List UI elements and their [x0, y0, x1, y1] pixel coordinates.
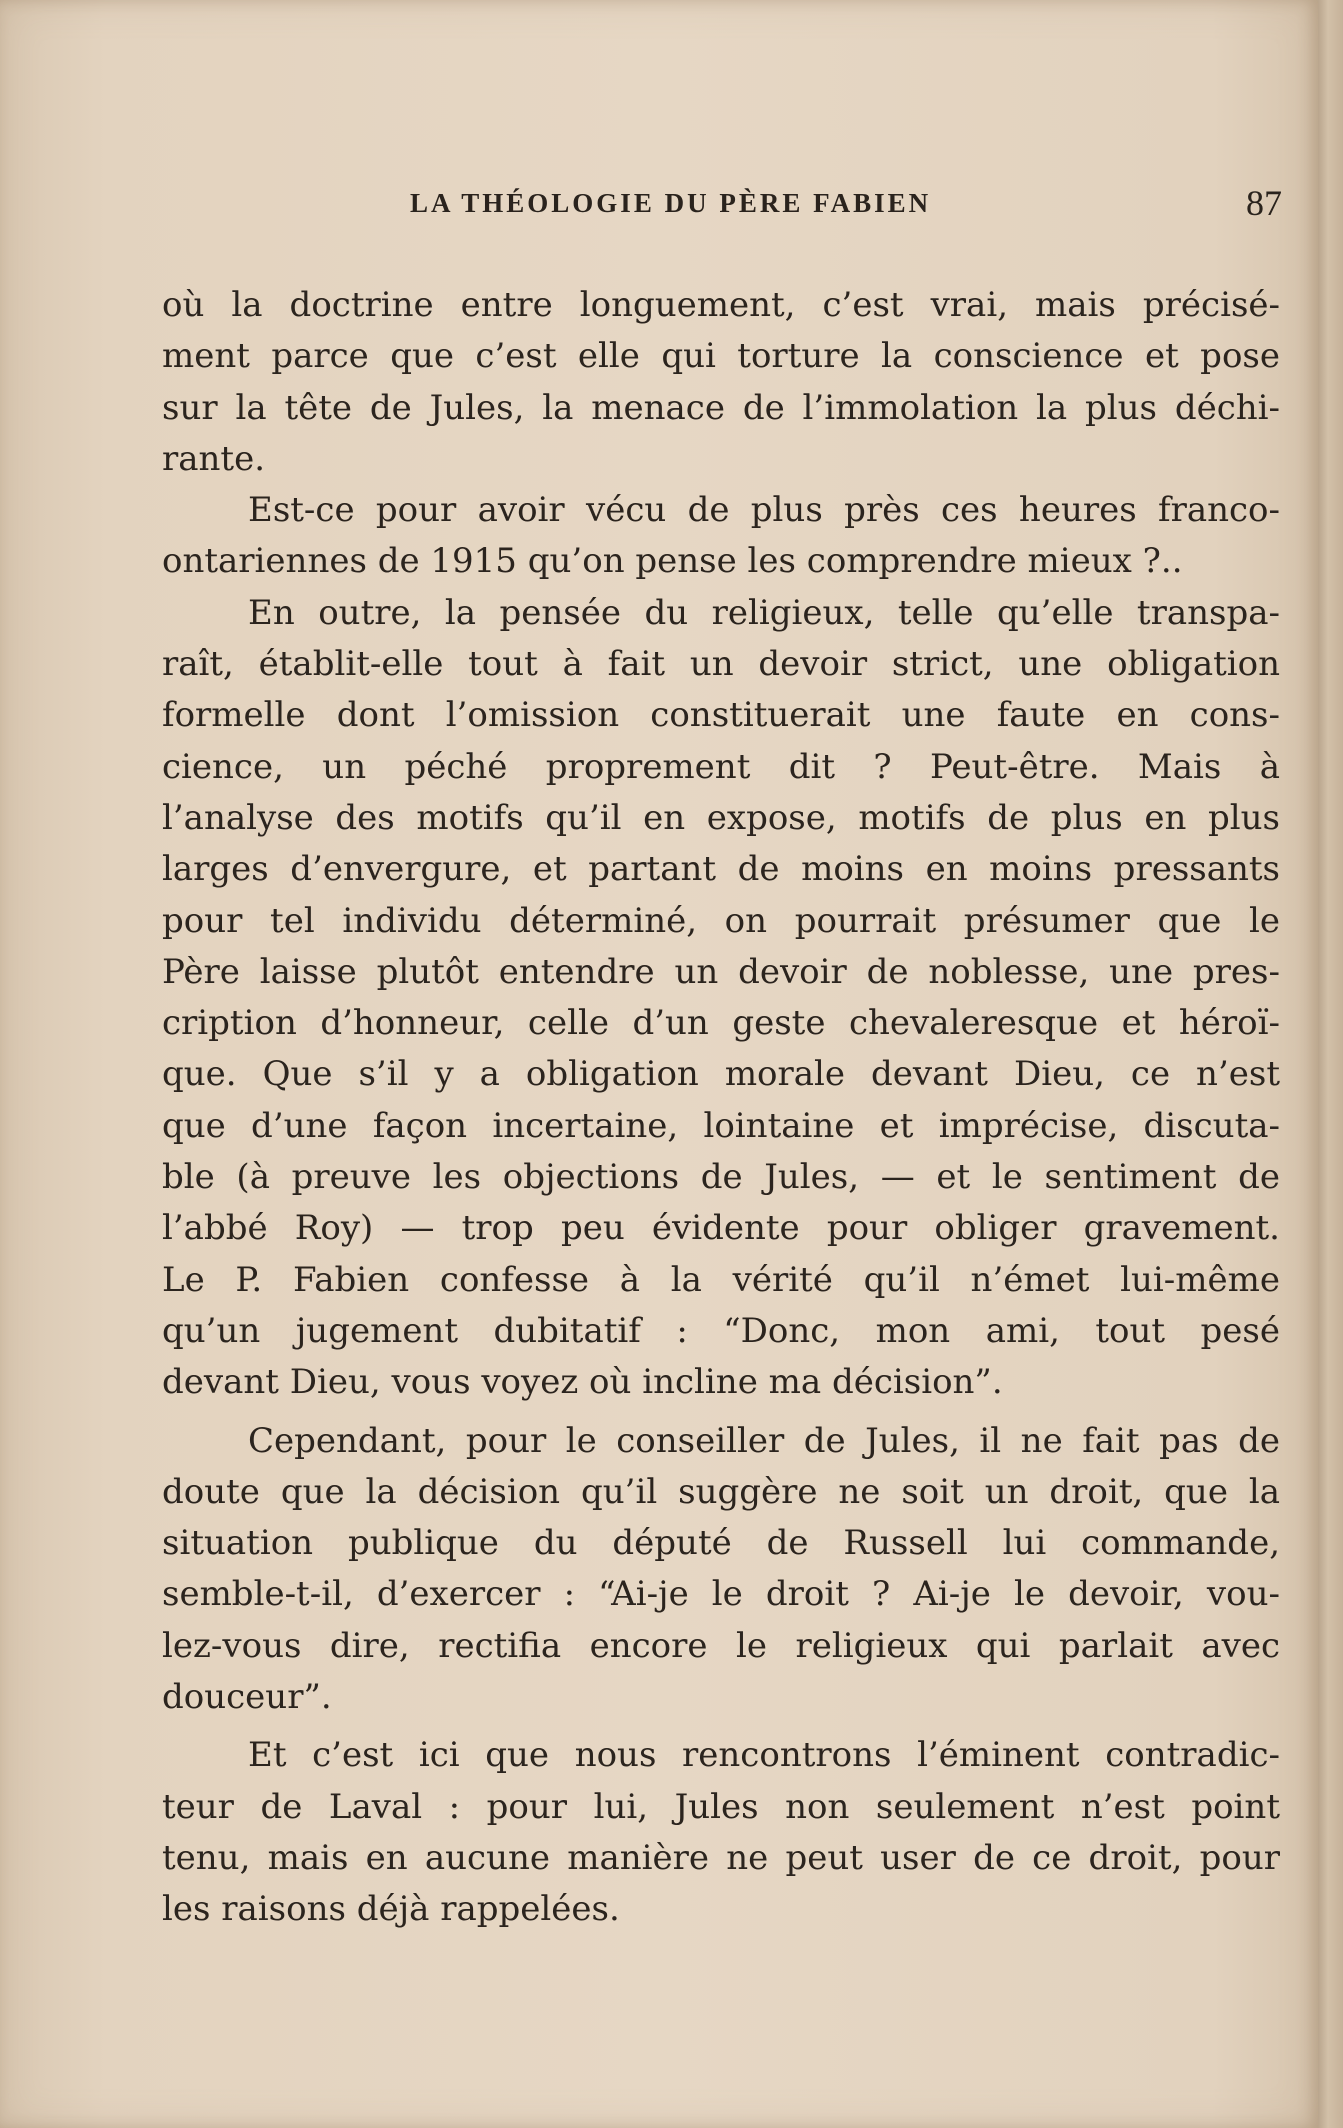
text-line: cription d’honneur, celle d’un geste chevaleresque et héroï-: [162, 1003, 1280, 1044]
running-title: LA THÉOLOGIE DU PÈRE FABIEN: [410, 188, 932, 218]
text-line: où la doctrine entre longuement, c’est vrai, mais précisé-: [162, 285, 1280, 325]
text-line: ble (à preuve les objections de Jules, — et le sentiment de: [162, 1157, 1280, 1198]
text-line: que. Que s’il y a obligation morale devant Dieu, ce n’est: [162, 1054, 1280, 1095]
text-line: l’analyse des motifs qu’il en expose, motifs de plus en plus: [162, 797, 1280, 838]
text-line: situation publique du député de Russell lui commande,: [162, 1523, 1280, 1564]
text-line: Cependant, pour le conseiller de Jules, il ne fait pas de: [248, 1420, 1280, 1461]
paragraph-gap: [162, 1409, 1280, 1416]
text-line: les raisons déjà rappelées.: [162, 1889, 620, 1930]
text-line: raît, établit-elle tout à fait un devoir strict, une obligation: [162, 644, 1280, 685]
body-text: [162, 280, 1280, 1936]
text-line: teur de Laval : pour lui, Jules non seulement n’est point: [162, 1786, 1280, 1827]
text-line: Et c’est ici que nous rencontrons l’éminent contradic-: [248, 1735, 1280, 1776]
text-line: devant Dieu, vous voyez où incline ma décision”.: [162, 1362, 1003, 1403]
text-line: larges d’envergure, et partant de moins en moins pressants: [162, 849, 1280, 890]
text-line: ment parce que c’est elle qui torture la conscience et pose: [162, 336, 1280, 377]
text-line: lez-vous dire, rectifia encore le religieux qui parlait avec: [162, 1625, 1280, 1666]
text-line: l’abbé Roy) — trop peu évidente pour obliger gravement.: [162, 1208, 1280, 1249]
text-line: cience, un péché proprement dit ? Peut-être. Mais à: [162, 746, 1280, 787]
text-line: Le P. Fabien confesse à la vérité qu’il n’émet lui-même: [162, 1259, 1280, 1300]
text-line: qu’un jugement dubitatif : “Donc, mon ami, tout pesé: [162, 1310, 1280, 1351]
text-line: rante.: [162, 438, 266, 479]
paragraph-gap: [162, 1723, 1280, 1730]
page-header: [162, 182, 1282, 232]
text-line: pour tel individu déterminé, on pourrait présumer que le: [162, 900, 1280, 941]
text-line: tenu, mais en aucune manière ne peut user de ce droit, pour: [162, 1837, 1280, 1878]
text-line: formelle dont l’omission constituerait une faute en cons-: [162, 695, 1280, 736]
text-line: Est-ce pour avoir vécu de plus près ces heures franco-: [248, 490, 1280, 531]
text-line: douceur”.: [162, 1677, 332, 1718]
text-line: Père laisse plutôt entendre un devoir de noblesse, une pres-: [162, 951, 1280, 992]
page-number: 87: [1246, 183, 1282, 223]
page-edge: [1318, 0, 1343, 2128]
text-line: En outre, la pensée du religieux, telle qu’elle transpa-: [248, 592, 1280, 633]
text-line: doute que la décision qu’il suggère ne soit un droit, que la: [162, 1471, 1280, 1512]
text-line: que d’une façon incertaine, lointaine et imprécise, discuta-: [162, 1105, 1280, 1146]
text-line: ontariennes de 1915 qu’on pense les comprendre mieux ?..: [162, 541, 1183, 582]
text-line: sur la tête de Jules, la menace de l’immolation la plus déchi-: [162, 387, 1280, 428]
text-line: semble-t-il, d’exercer : “Ai-je le droit ? Ai-je le devoir, vou-: [162, 1574, 1280, 1615]
